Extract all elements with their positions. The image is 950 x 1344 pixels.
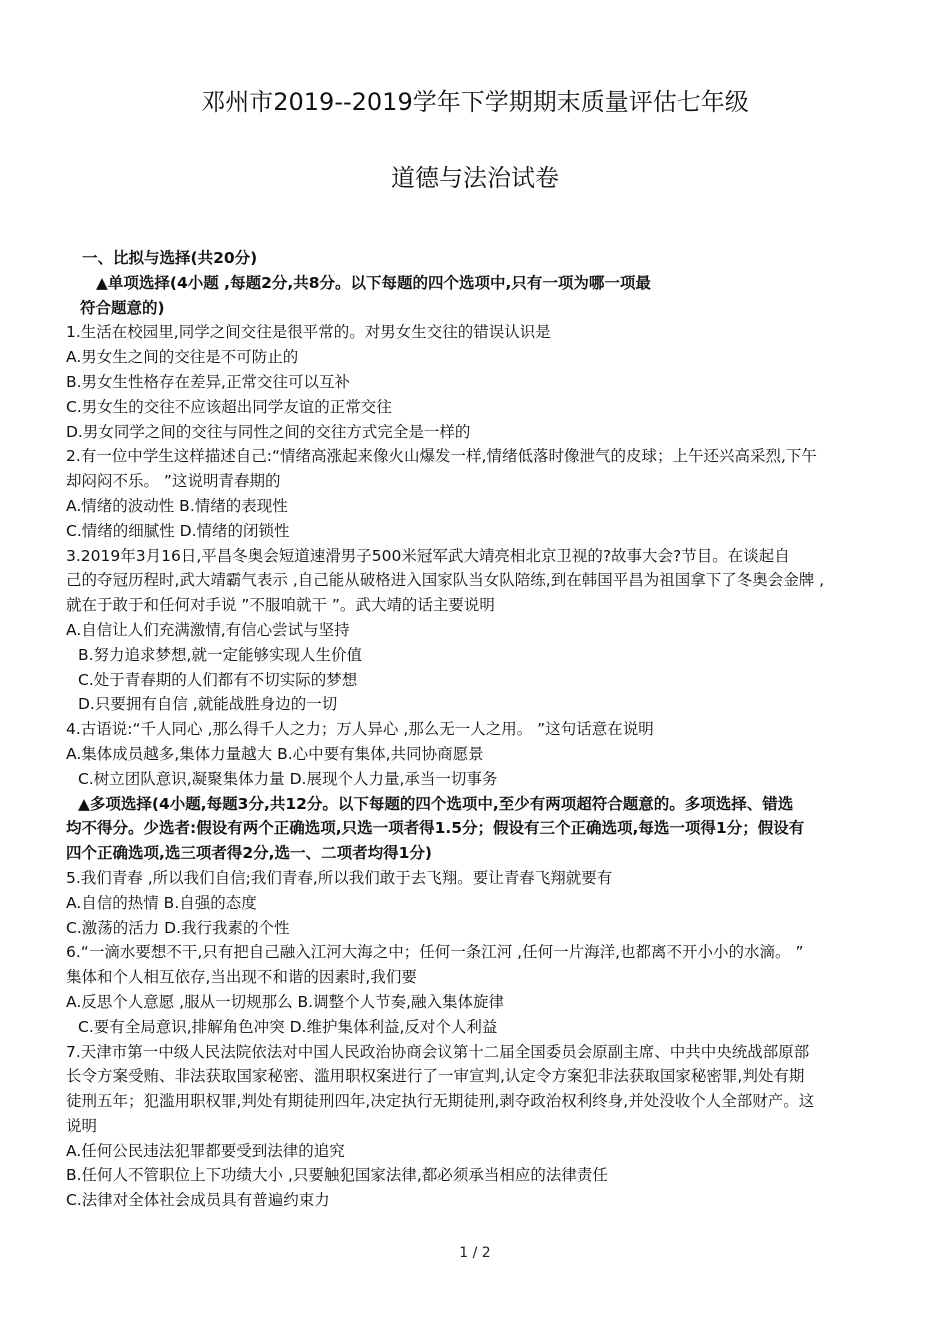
text-line: D.男女同学之间的交往与同性之间的交往方式完全是一样的: [66, 422, 471, 441]
text-line: 7.天津市第一中级人民法院依法对中国人民政治协商会议第十二届全国委员会原副主席、中共中央统战部原部: [66, 1042, 810, 1061]
text-line: A.任何公民违法犯罪都要受到法律的追究: [66, 1141, 345, 1160]
text-line: 5.我们青春 ,所以我们自信;我们青春,所以我们敢于去飞翔。要让青春飞翔就要有: [66, 868, 613, 887]
text-line: A.男女生之间的交往是不可防止的: [66, 348, 299, 367]
text-line: ▲单项选择(4小题 ,每题2分,共8分。以下每题的四个选项中,只有一项为哪一项最: [96, 273, 651, 292]
text-line: A.情绪的波动性 B.情绪的表现性: [66, 496, 288, 515]
text-line: A.反思个人意愿 ,服从一切规那么 B.调整个人节奏,融入集体旋律: [66, 992, 505, 1011]
document-title: 邓州市2019--2019学年下学期期末质量评估七年级: [201, 88, 749, 116]
document-subtitle: 道德与法治试卷: [391, 164, 559, 192]
text-line: 符合题意的): [80, 298, 165, 317]
text-line: C.男女生的交往不应该超出同学友谊的正常交往: [66, 397, 392, 416]
text-line: B.努力追求梦想,就一定能够实现人生价值: [78, 645, 362, 664]
text-line: A.自信让人们充满激情,有信心尝试与坚持: [66, 620, 350, 639]
text-line: B.男女生性格存在差异,正常交往可以互补: [66, 372, 350, 391]
text-line: ▲多项选择(4小题,每题3分,共12分。以下每题的四个选项中,至少有两项超符合题意的。多项选择、错选: [78, 794, 794, 813]
text-line: C.情绪的细腻性 D.情绪的闭锁性: [66, 521, 290, 540]
text-line: B.任何人不管职位上下功绩大小 ,只要触犯国家法律,都必须承当相应的法律责任: [66, 1166, 608, 1185]
text-line: C.处于青春期的人们都有不切实际的梦想: [78, 670, 358, 689]
text-line: C.激荡的活力 D.我行我素的个性: [66, 918, 290, 937]
text-line: 4.古语说:“千人同心 ,那么得千人之力；万人异心 ,那么无一人之用。 ”这句话意在说明: [66, 720, 654, 739]
exam-body: [66, 246, 896, 1213]
text-line: 就在于敢于和任何对手说 ”不服咱就干 ”。武大靖的话主要说明: [66, 596, 495, 615]
text-line: 6.“一滴水要想不干,只有把自己融入江河大海之中；任何一条江河 ,任何一片海洋,也都离不开小小的水滴。 ”: [66, 943, 804, 962]
text-line: C.要有全局意识,排解角色冲突 D.维护集体利益,反对个人利益: [78, 1017, 498, 1036]
text-line: 一、比拟与选择(共20分): [82, 249, 258, 267]
text-line: 1.生活在校园里,同学之间交往是很平常的。对男女生交往的错误认识是: [66, 323, 551, 342]
text-line: 己的夺冠历程时,武大靖霸气表示 ,自己能从破格进入国家队当女队陪练,到在韩国平昌为祖国拿下了冬奥会金牌 ,: [66, 571, 825, 590]
text-line: 2.有一位中学生这样描述自己:“情绪高涨起来像火山爆发一样,情绪低落时像泄气的皮球；上午还兴高采烈,下午: [66, 447, 817, 466]
page-number: 1 / 2: [459, 1245, 491, 1261]
text-line: 长令方案受贿、非法获取国家秘密、滥用职权案进行了一审宣判,认定令方案犯非法获取国家秘密罪,判处有期: [66, 1067, 805, 1086]
text-line: 集体和个人相互依存,当出现不和谐的因素时,我们要: [66, 968, 417, 987]
text-line: D.只要拥有自信 ,就能战胜身边的一切: [78, 695, 338, 714]
text-line: 说明: [66, 1116, 98, 1135]
text-line: 四个正确选项,选三项者得2分,选一、二项者均得1分): [66, 844, 432, 863]
text-line: 3.2019年3月16日,平昌冬奥会短道速滑男子500米冠军武大靖亮相北京卫视的?故事大会?节目。在谈起自: [66, 546, 790, 565]
text-line: C.树立团队意识,凝聚集体力量 D.展现个人力量,承当一切事务: [78, 769, 498, 788]
text-line: 徒刑五年；犯滥用职权罪,判处有期徒刑四年,决定执行无期徒刑,剥夺政治权利终身,并处没收个人全部财产。这: [66, 1092, 815, 1111]
text-line: 均不得分。少选者:假设有两个正确选项,只选一项者得1.5分；假设有三个正确选项,每选一项得1分；假设有: [66, 819, 805, 838]
text-line: A.自信的热情 B.自强的态度: [66, 893, 257, 912]
text-line: C.法律对全体社会成员具有普遍约束力: [66, 1191, 330, 1210]
text-line: A.集体成员越多,集体力量越大 B.心中要有集体,共同协商愿景: [66, 744, 484, 763]
text-line: 却闷闷不乐。 ”这说明青春期的: [66, 472, 281, 491]
